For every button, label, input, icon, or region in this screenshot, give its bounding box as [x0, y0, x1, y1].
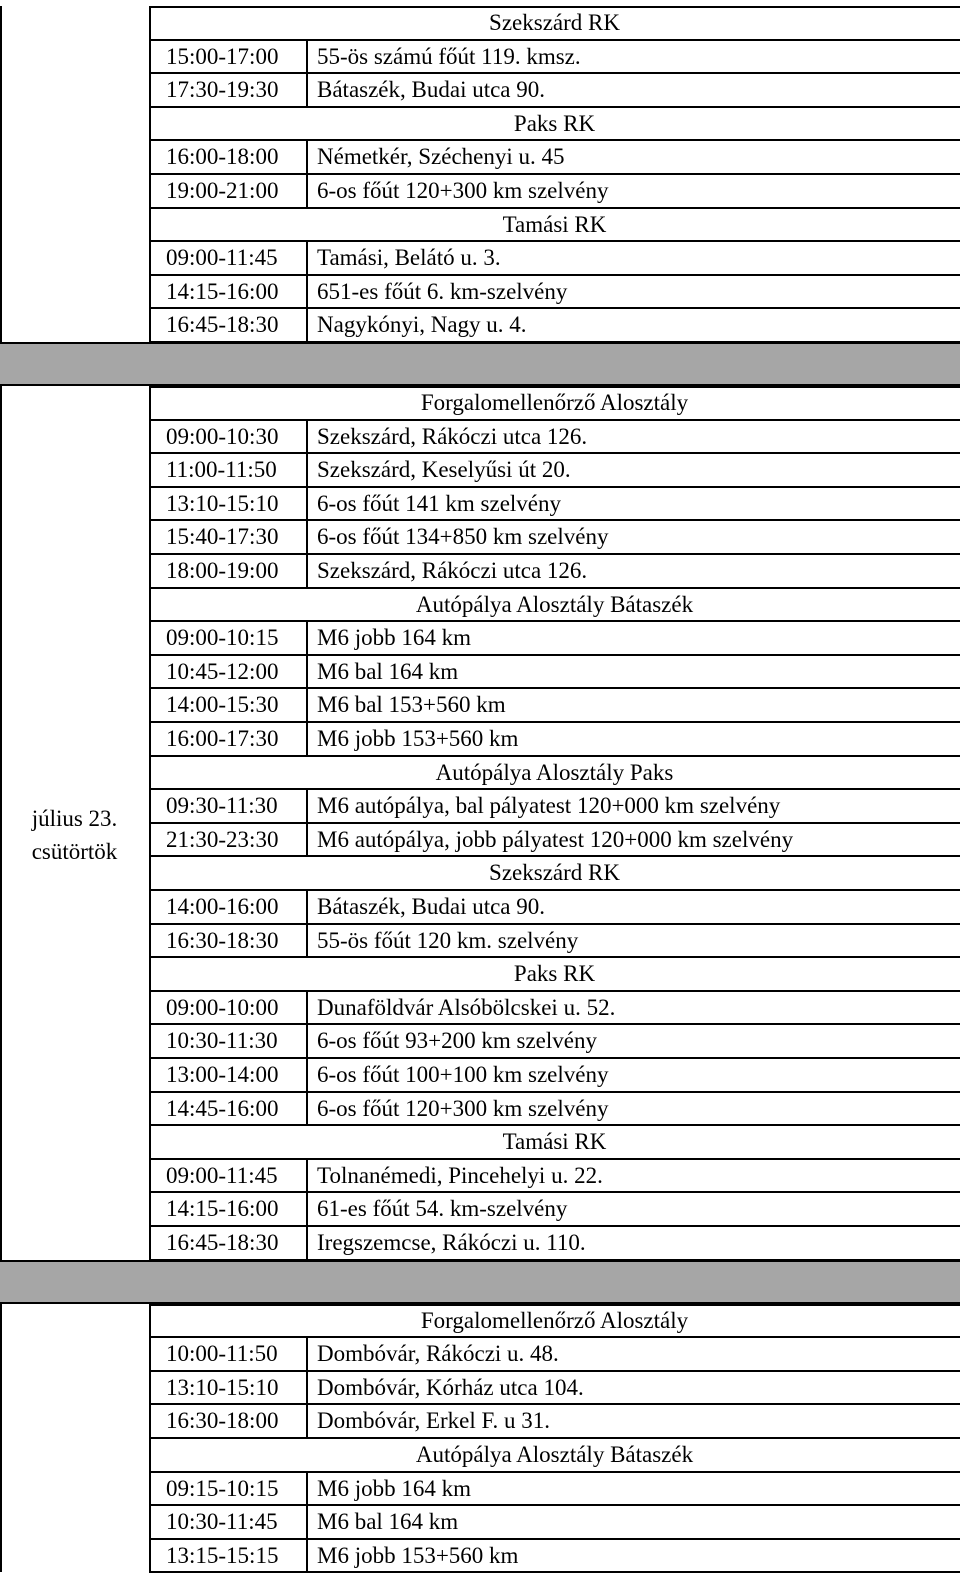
group-unit-title: Forgalomellenőrző Alosztály — [420, 390, 689, 415]
schedule-row — [149, 1192, 960, 1225]
location: 55-ös számú főút 119. kmsz. — [317, 43, 581, 69]
group-unit-title: Autópálya Alosztály Bátaszék — [415, 1442, 694, 1467]
location: 61-es főút 54. km-szelvény — [317, 1196, 568, 1222]
location: Bátaszék, Budai utca 90. — [317, 894, 546, 919]
time-range: 16:30-18:30 — [166, 927, 279, 953]
group-unit-title: Tamási RK — [502, 1129, 607, 1155]
time-range: 09:00-10:00 — [166, 994, 279, 1020]
location: M6 jobb 153+560 km — [317, 1542, 519, 1568]
time-range: 16:45-18:30 — [166, 312, 279, 338]
schedule-row — [149, 1371, 960, 1404]
time-range: 09:00-10:30 — [166, 423, 279, 449]
time-range: 10:45-12:00 — [166, 658, 279, 684]
location: M6 jobb 164 km — [317, 1475, 471, 1501]
schedule-row — [149, 275, 960, 308]
location: Szekszárd, Rákóczi utca 126. — [317, 558, 588, 583]
schedule-row — [149, 1337, 960, 1370]
table-left-border — [149, 1304, 151, 1573]
schedule-row — [149, 308, 960, 341]
schedule-row — [149, 688, 960, 721]
location: M6 bal 164 km — [317, 1509, 459, 1535]
location: Tolnanémedi, Pincehelyi u. 22. — [317, 1162, 603, 1188]
time-range: 19:00-21:00 — [166, 178, 279, 203]
schedule-row — [149, 789, 960, 822]
location: Tamási, Belátó u. 3. — [317, 245, 501, 271]
schedule-row — [149, 1159, 960, 1192]
time-range: 13:10-15:10 — [166, 490, 279, 516]
time-range: 21:30-23:30 — [166, 826, 279, 852]
schedule-row — [149, 1505, 960, 1538]
group-unit-title: Szekszárd RK — [489, 10, 620, 35]
schedule-row — [149, 722, 960, 755]
column-divider — [306, 991, 308, 1125]
schedule-row — [149, 241, 960, 274]
schedule-row — [149, 1539, 960, 1572]
schedule-row — [149, 1092, 960, 1125]
time-range: 09:00-11:45 — [166, 245, 278, 271]
location: 6-os főút 93+200 km szelvény — [317, 1028, 597, 1054]
schedule-row — [149, 1058, 960, 1091]
time-range: 16:45-18:30 — [166, 1230, 279, 1255]
location: Bátaszék, Budai utca 90. — [317, 77, 546, 103]
time-range: 09:30-11:30 — [166, 793, 278, 819]
location: Németkér, Széchenyi u. 45 — [317, 144, 565, 170]
location: M6 autópálya, jobb pályatest 120+000 km szelvény — [317, 826, 794, 852]
location: Dunaföldvár Alsóbölcskei u. 52. — [317, 994, 616, 1020]
band-top-border — [0, 1260, 960, 1262]
location: M6 jobb 164 km — [317, 625, 471, 651]
time-range: 09:00-11:45 — [166, 1162, 278, 1188]
column-divider — [306, 890, 308, 957]
group-header-row — [149, 588, 960, 621]
time-range: 13:00-14:00 — [166, 1062, 279, 1087]
band-top-border — [0, 342, 960, 344]
group-header-row — [149, 6, 960, 39]
location: Iregszemcse, Rákóczi u. 110. — [317, 1230, 586, 1255]
column-divider — [306, 1337, 308, 1438]
group-header-row — [149, 1438, 960, 1471]
time-range: 13:10-15:10 — [166, 1374, 279, 1400]
schedule-row — [149, 924, 960, 957]
time-range: 15:40-17:30 — [166, 524, 279, 550]
time-range: 10:30-11:30 — [166, 1028, 278, 1054]
schedule-row — [149, 991, 960, 1024]
location: 55-ös főút 120 km. szelvény — [317, 927, 579, 953]
schedule-row — [149, 823, 960, 856]
column-divider — [306, 140, 308, 207]
column-divider — [306, 420, 308, 588]
group-header-row — [149, 1125, 960, 1158]
location: 6-os főút 141 km szelvény — [317, 490, 562, 516]
schedule-row — [149, 890, 960, 923]
location: M6 autópálya, bal pályatest 120+000 km szelvény — [317, 793, 781, 819]
group-unit-title: Szekszárd RK — [489, 860, 620, 886]
schedule-row — [149, 1226, 960, 1259]
time-range: 14:15-16:00 — [166, 1196, 279, 1222]
time-range: 16:30-18:00 — [166, 1408, 279, 1434]
location: 6-os főút 134+850 km szelvény — [317, 524, 609, 550]
schedule-row — [149, 487, 960, 520]
group-unit-title: Autópálya Alosztály Paks — [435, 759, 674, 785]
location: 651-es főút 6. km-szelvény — [317, 278, 568, 304]
schedule-row — [149, 554, 960, 587]
location: Nagykónyi, Nagy u. 4. — [317, 312, 527, 338]
schedule-row — [149, 40, 960, 73]
date-label: július 23. — [31, 806, 118, 832]
column-divider — [306, 621, 308, 755]
location: M6 bal 153+560 km — [317, 692, 506, 718]
schedule-row — [149, 1024, 960, 1057]
location: 6-os főút 100+100 km szelvény — [317, 1062, 609, 1087]
time-range: 18:00-19:00 — [166, 558, 279, 583]
time-range: 14:45-16:00 — [166, 1095, 279, 1121]
time-range: 16:00-17:30 — [166, 726, 279, 751]
group-header-row — [149, 386, 960, 419]
group-unit-title: Paks RK — [513, 110, 596, 136]
location: M6 jobb 153+560 km — [317, 726, 519, 751]
time-range: 10:00-11:50 — [166, 1341, 278, 1367]
location: M6 bal 164 km — [317, 658, 459, 684]
group-header-row — [149, 957, 960, 990]
date-cell — [0, 802, 149, 868]
schedule-row — [149, 655, 960, 688]
time-range: 15:00-17:00 — [166, 43, 279, 69]
group-header-row — [149, 756, 960, 789]
table-left-border — [149, 386, 151, 1260]
column-divider — [306, 241, 308, 342]
day-separator-band — [0, 1260, 960, 1304]
day-separator-band — [0, 342, 960, 386]
schedule-row — [149, 174, 960, 207]
schedule-row — [149, 520, 960, 553]
date-column-left-border — [0, 1304, 2, 1573]
time-range: 10:30-11:45 — [166, 1509, 278, 1535]
group-unit-title: Forgalomellenőrző Alosztály — [420, 1307, 689, 1333]
group-header-row — [149, 1304, 960, 1337]
schedule-row — [149, 1404, 960, 1437]
location: 6-os főút 120+300 km szelvény — [317, 178, 609, 203]
time-range: 17:30-19:30 — [166, 77, 279, 103]
column-divider — [306, 1472, 308, 1573]
table-left-border — [149, 6, 151, 342]
date-column-left-border — [0, 6, 2, 342]
schedule-row — [149, 140, 960, 173]
group-header-row — [149, 856, 960, 889]
time-range: 09:15-10:15 — [166, 1475, 279, 1501]
column-divider — [306, 1159, 308, 1260]
location: Dombóvár, Rákóczi u. 48. — [317, 1341, 559, 1367]
group-unit-title: Autópálya Alosztály Bátaszék — [415, 591, 694, 617]
weekday-label: csütörtök — [31, 839, 118, 865]
group-header-row — [149, 208, 960, 241]
location: Szekszárd, Rákóczi utca 126. — [317, 423, 588, 449]
time-range: 11:00-11:50 — [166, 457, 277, 483]
group-unit-title: Paks RK — [513, 961, 596, 987]
time-range: 14:00-16:00 — [166, 894, 279, 919]
column-divider — [306, 40, 308, 107]
schedule-row — [149, 453, 960, 486]
time-range: 14:15-16:00 — [166, 278, 279, 304]
column-divider — [306, 789, 308, 856]
schedule-row — [149, 621, 960, 654]
location: Dombóvár, Erkel F. u 31. — [317, 1408, 550, 1434]
schedule-row — [149, 1472, 960, 1505]
time-range: 14:00-15:30 — [166, 692, 279, 718]
schedule-row — [149, 73, 960, 106]
time-range: 09:00-10:15 — [166, 625, 279, 651]
location: Dombóvár, Kórház utca 104. — [317, 1374, 584, 1400]
time-range: 13:15-15:15 — [166, 1542, 279, 1568]
group-header-row — [149, 107, 960, 140]
time-range: 16:00-18:00 — [166, 144, 279, 170]
schedule-row — [149, 420, 960, 453]
location: Szekszárd, Keselyűsi út 20. — [317, 457, 571, 483]
group-unit-title: Tamási RK — [502, 211, 607, 237]
location: 6-os főút 120+300 km szelvény — [317, 1095, 609, 1121]
